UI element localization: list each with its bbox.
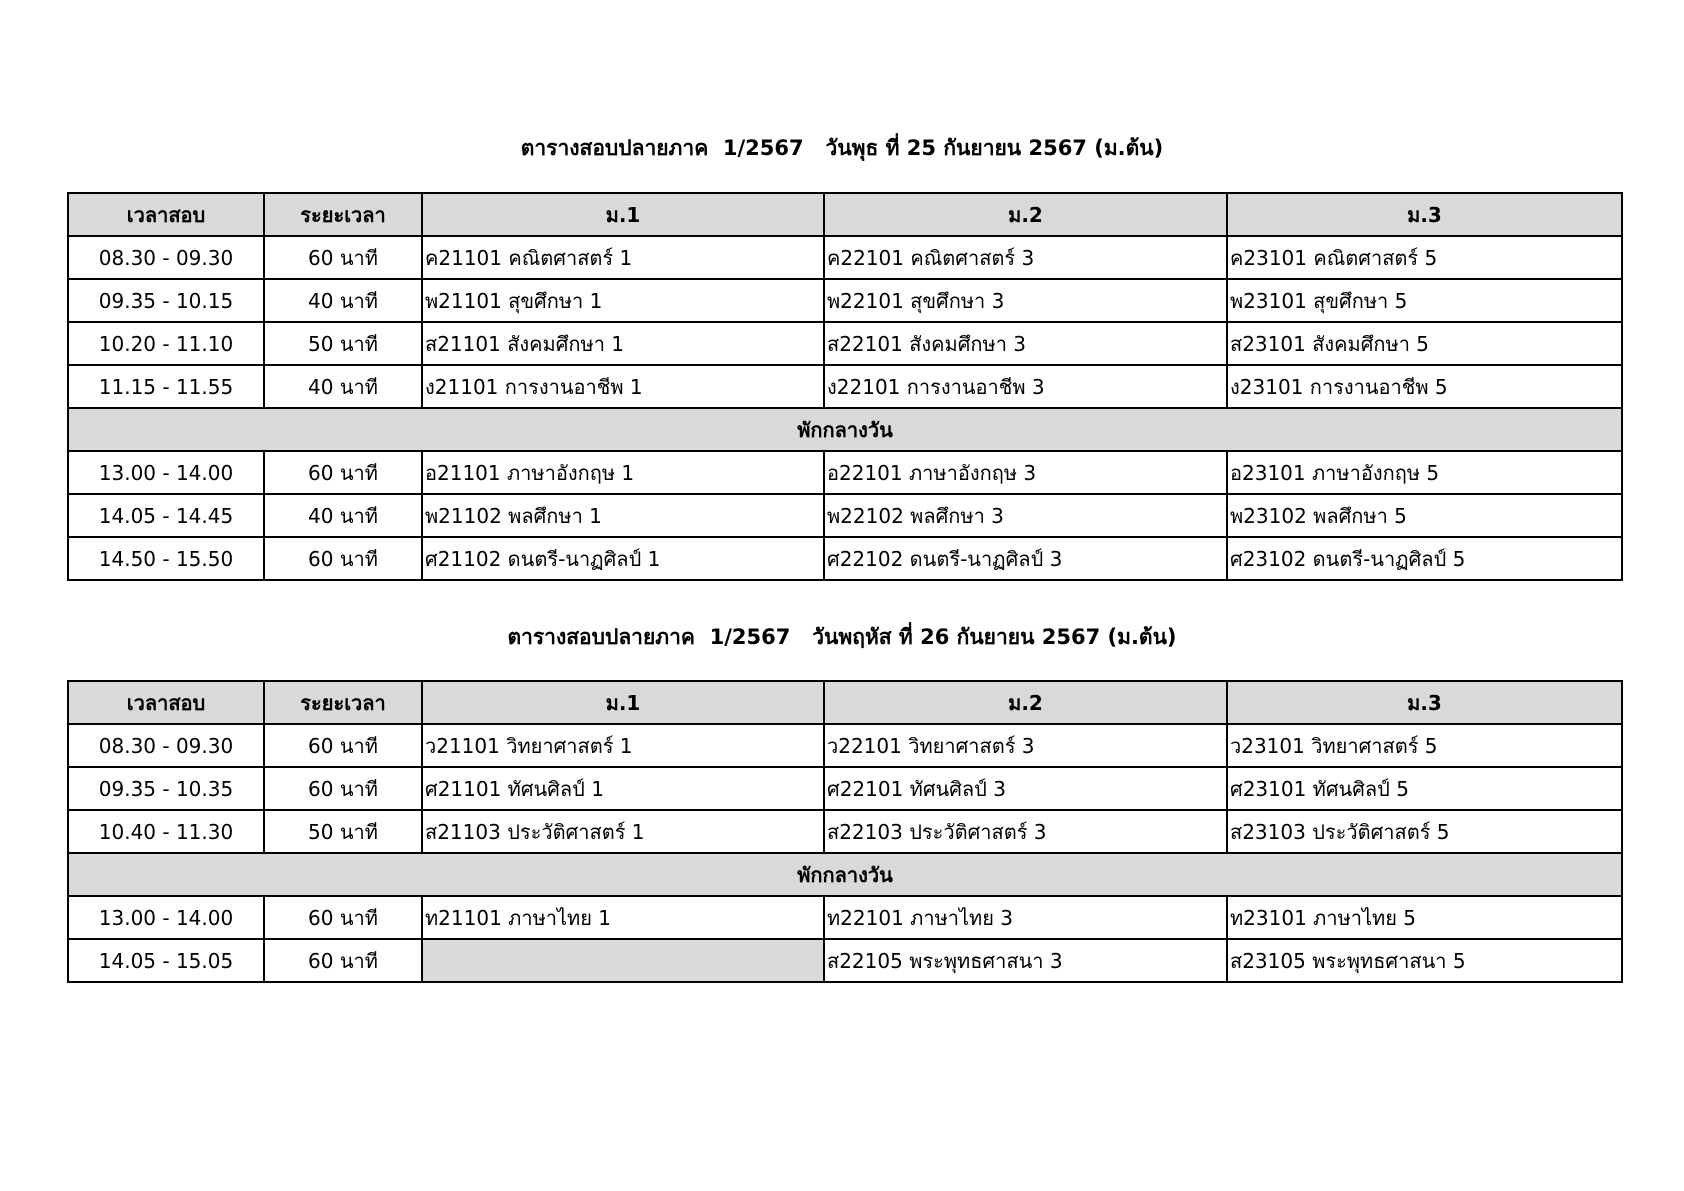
table-row [68,322,1622,365]
time-cell: 09.35 - 10.35 [68,767,264,810]
header-m1: ม.1 [422,681,824,724]
subject-cell-m2: พ22101 สุขศึกษา 3 [824,279,1227,322]
subject-cell-m3: ส23101 สังคมศึกษา 5 [1227,322,1622,365]
table-row [68,810,1622,853]
subject-cell-m3: พ23101 สุขศึกษา 5 [1227,279,1622,322]
subject-cell-m3: ส23103 ประวัติศาสตร์ 5 [1227,810,1622,853]
table-row [68,939,1622,982]
table-header-row [68,193,1622,236]
subject-cell-m1: ศ21101 ทัศนศิลป์ 1 [422,767,824,810]
lunch-break-row [68,853,1622,896]
duration-cell: 60 นาที [264,724,422,767]
subject-cell-m2: ศ22102 ดนตรี-นาฏศิลป์ 3 [824,537,1227,580]
duration-cell: 60 นาที [264,451,422,494]
table-row [68,365,1622,408]
header-time: เวลาสอบ [68,681,264,724]
subject-cell-m3: อ23101 ภาษาอังกฤษ 5 [1227,451,1622,494]
duration-cell: 60 นาที [264,236,422,279]
header-m3: ม.3 [1227,193,1622,236]
table-row [68,724,1622,767]
subject-cell-m1: อ21101 ภาษาอังกฤษ 1 [422,451,824,494]
header-time: เวลาสอบ [68,193,264,236]
subject-cell-m3: ศ23101 ทัศนศิลป์ 5 [1227,767,1622,810]
subject-cell-m1: ว21101 วิทยาศาสตร์ 1 [422,724,824,767]
table-row [68,279,1622,322]
time-cell: 13.00 - 14.00 [68,896,264,939]
subject-cell-m3: ค23101 คณิตศาสตร์ 5 [1227,236,1622,279]
subject-cell-m2: ท22101 ภาษาไทย 3 [824,896,1227,939]
subject-cell-m1-empty [422,939,824,982]
duration-cell: 40 นาที [264,494,422,537]
duration-cell: 60 นาที [264,537,422,580]
subject-cell-m1: พ21102 พลศึกษา 1 [422,494,824,537]
subject-cell-m2: ส22101 สังคมศึกษา 3 [824,322,1227,365]
header-duration: ระยะเวลา [264,193,422,236]
time-cell: 13.00 - 14.00 [68,451,264,494]
subject-cell-m3: ส23105 พระพุทธศาสนา 5 [1227,939,1622,982]
header-m2: ม.2 [824,681,1227,724]
subject-cell-m1: ง21101 การงานอาชีพ 1 [422,365,824,408]
subject-cell-m2: ง22101 การงานอาชีพ 3 [824,365,1227,408]
duration-cell: 60 นาที [264,767,422,810]
lunch-break-label: พักกลางวัน [68,408,1622,451]
subject-cell-m2: ค22101 คณิตศาสตร์ 3 [824,236,1227,279]
table-row [68,236,1622,279]
subject-cell-m3: พ23102 พลศึกษา 5 [1227,494,1622,537]
subject-cell-m1: ท21101 ภาษาไทย 1 [422,896,824,939]
subject-cell-m3: ศ23102 ดนตรี-นาฏศิลป์ 5 [1227,537,1622,580]
duration-cell: 40 นาที [264,279,422,322]
subject-cell-m2: อ22101 ภาษาอังกฤษ 3 [824,451,1227,494]
time-cell: 10.20 - 11.10 [68,322,264,365]
subject-cell-m1: พ21101 สุขศึกษา 1 [422,279,824,322]
table-header-row [68,681,1622,724]
time-cell: 08.30 - 09.30 [68,724,264,767]
duration-cell: 60 นาที [264,896,422,939]
duration-cell: 50 นาที [264,322,422,365]
exam-title-day1: ตารางสอบปลายภาค 1/2567 วันพุธ ที่ 25 กันยายน 2567 (ม.ต้น) [520,136,1164,160]
time-cell: 08.30 - 09.30 [68,236,264,279]
header-duration: ระยะเวลา [264,681,422,724]
table-row [68,767,1622,810]
subject-cell-m1: ศ21102 ดนตรี-นาฏศิลป์ 1 [422,537,824,580]
time-cell: 09.35 - 10.15 [68,279,264,322]
lunch-break-label: พักกลางวัน [68,853,1622,896]
subject-cell-m3: ท23101 ภาษาไทย 5 [1227,896,1622,939]
exam-schedule-table-day1 [67,192,1623,581]
header-m3: ม.3 [1227,681,1622,724]
subject-cell-m1: ค21101 คณิตศาสตร์ 1 [422,236,824,279]
subject-cell-m2: ศ22101 ทัศนศิลป์ 3 [824,767,1227,810]
duration-cell: 50 นาที [264,810,422,853]
time-cell: 14.05 - 14.45 [68,494,264,537]
header-m1: ม.1 [422,193,824,236]
subject-cell-m3: ง23101 การงานอาชีพ 5 [1227,365,1622,408]
exam-schedule-table-day2 [67,680,1623,983]
subject-cell-m2: ส22103 ประวัติศาสตร์ 3 [824,810,1227,853]
time-cell: 10.40 - 11.30 [68,810,264,853]
exam-title-day2: ตารางสอบปลายภาค 1/2567 วันพฤหัส ที่ 26 กันยายน 2567 (ม.ต้น) [507,625,1177,649]
subject-cell-m1: ส21103 ประวัติศาสตร์ 1 [422,810,824,853]
time-cell: 11.15 - 11.55 [68,365,264,408]
table-row [68,494,1622,537]
subject-cell-m2: ว22101 วิทยาศาสตร์ 3 [824,724,1227,767]
subject-cell-m2: พ22102 พลศึกษา 3 [824,494,1227,537]
table-row [68,896,1622,939]
lunch-break-row [68,408,1622,451]
duration-cell: 60 นาที [264,939,422,982]
table-row [68,537,1622,580]
table-row [68,451,1622,494]
subject-cell-m1: ส21101 สังคมศึกษา 1 [422,322,824,365]
time-cell: 14.50 - 15.50 [68,537,264,580]
duration-cell: 40 นาที [264,365,422,408]
subject-cell-m3: ว23101 วิทยาศาสตร์ 5 [1227,724,1622,767]
subject-cell-m2: ส22105 พระพุทธศาสนา 3 [824,939,1227,982]
time-cell: 14.05 - 15.05 [68,939,264,982]
header-m2: ม.2 [824,193,1227,236]
